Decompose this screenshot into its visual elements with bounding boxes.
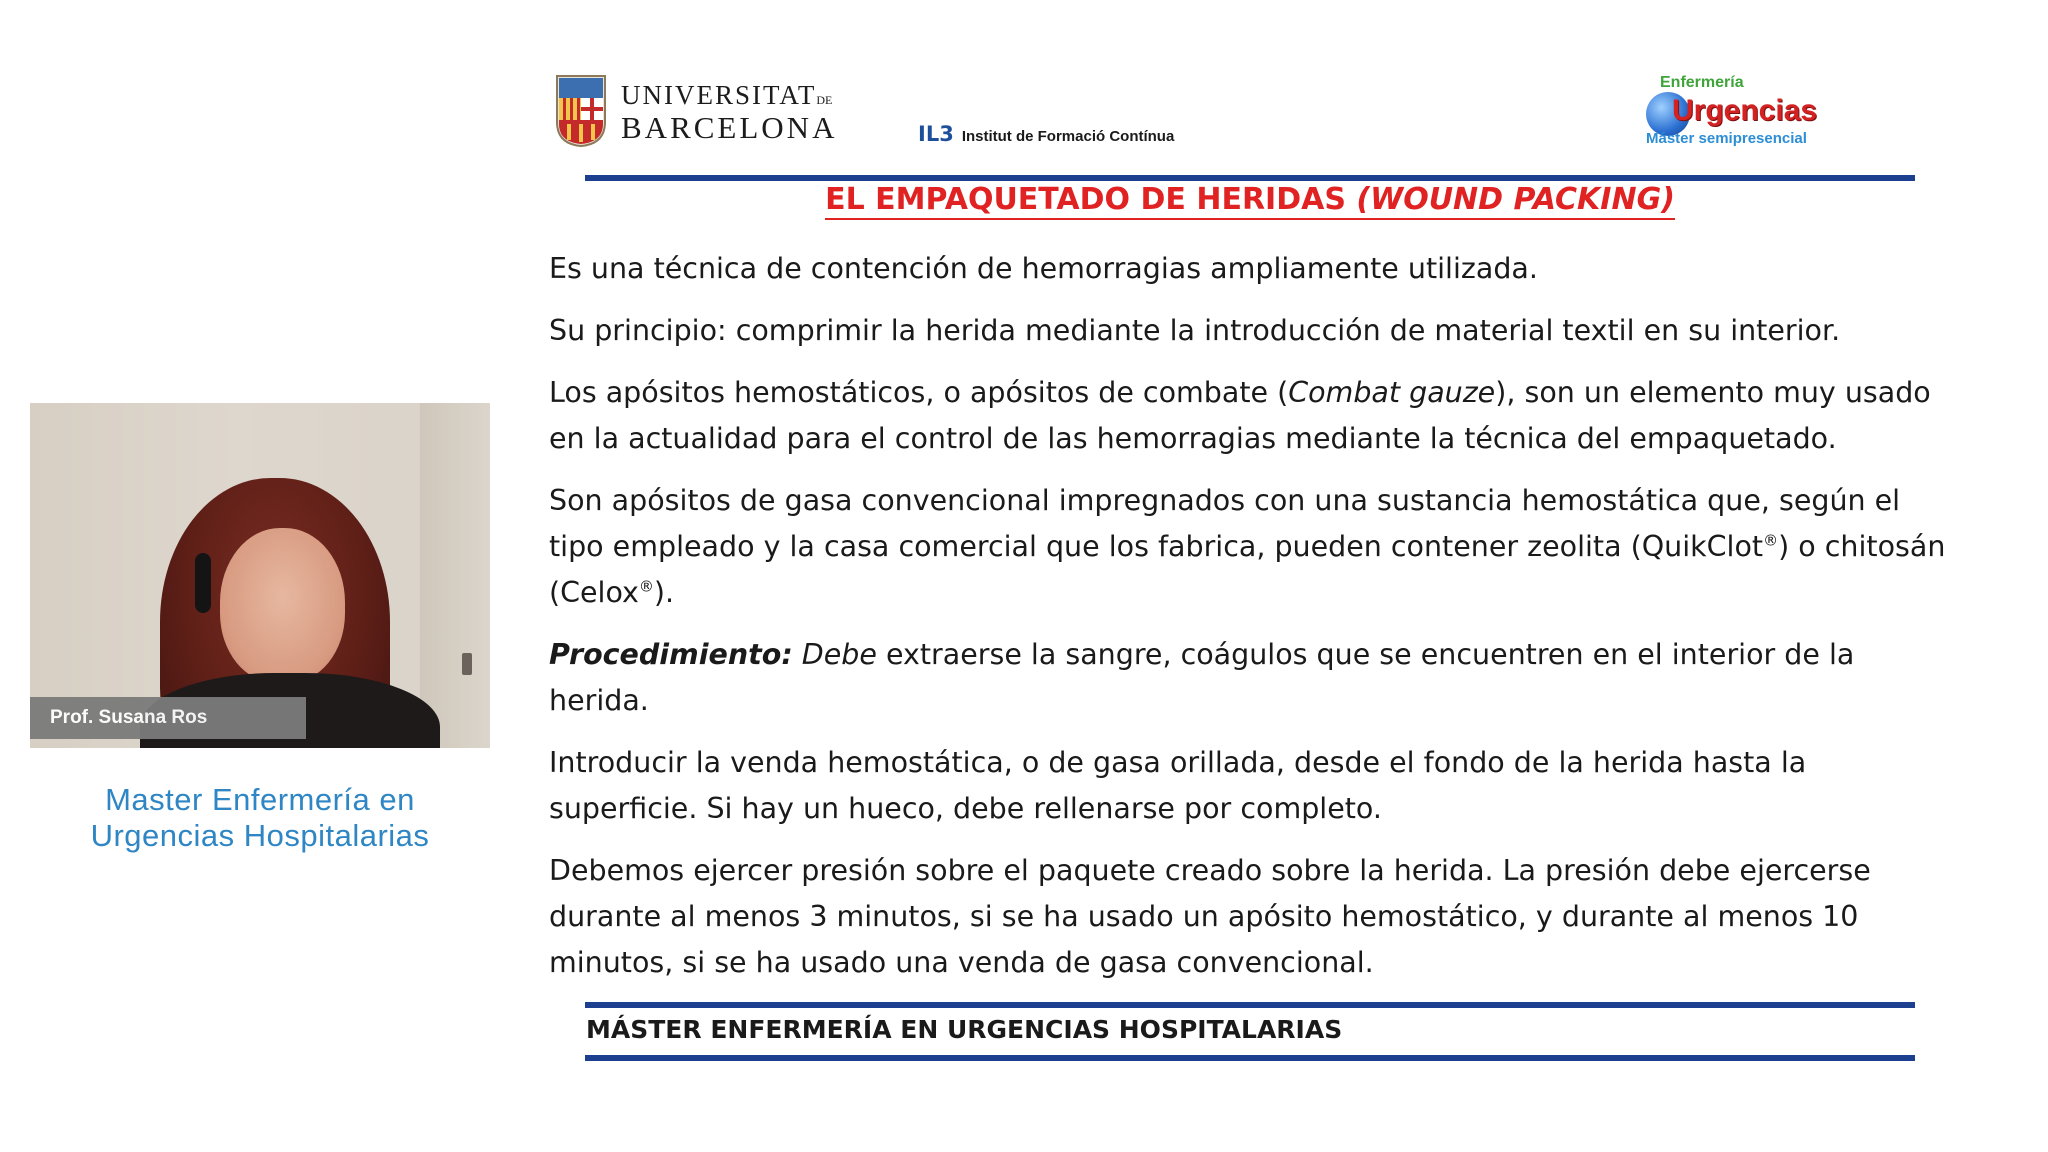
footer-divider-bottom: [585, 1055, 1915, 1061]
course-title: [30, 782, 490, 854]
presenter-face: [220, 528, 345, 683]
urgencias-logo-bottom: Máster semipresencial: [1646, 130, 1807, 147]
slide-title-main: EL EMPAQUETADO DE HERIDAS: [825, 182, 1357, 217]
presenter-name-tag: Prof. Susana Ros: [30, 697, 306, 739]
background-door: [420, 403, 490, 748]
course-title-line1: Master Enfermería en: [105, 782, 415, 817]
paragraph-1: Es una técnica de contención de hemorragias ampliamente utilizada.: [549, 252, 1538, 285]
headset-icon: [195, 553, 211, 613]
slide-title-italic: (WOUND PACKING): [1356, 182, 1675, 217]
university-name-line1: UNIVERSITATDE: [621, 80, 833, 110]
university-logo: [555, 72, 855, 152]
paragraph-7: Debemos ejercer presión sobre el paquete creado sobre la herida. La presión debe ejercerse durante al menos 3 minutos, si se ha usado un apósito hemostático, y durante al menos 10 minutos, si se ha usado una venda de gasa convencional.: [549, 854, 1871, 979]
course-title-line2: Urgencias Hospitalarias: [90, 818, 430, 853]
il3-logo: [918, 122, 1174, 146]
urgencias-logo: [1640, 74, 1840, 154]
paragraph-4: Son apósitos de gasa convencional impregnados con una sustancia hemostática que, según el tipo empleado y la casa comercial que los fabrica, pueden contener zeolita (QuikClot®) o chitosán (Celox®).: [549, 484, 1946, 609]
slide-body: [549, 246, 1949, 1002]
slide-title: [585, 182, 1915, 220]
door-handle: [462, 653, 472, 675]
slide-footer: MÁSTER ENFERMERÍA EN URGENCIAS HOSPITALARIAS: [586, 1015, 1343, 1044]
university-shield-icon: [555, 74, 607, 148]
urgencias-logo-top: Enfermería: [1660, 74, 1744, 91]
header-divider: [585, 175, 1915, 181]
il3-text: Institut de Formació Contínua: [961, 128, 1175, 145]
urgencias-logo-main: Urgencias: [1672, 94, 1818, 127]
presenter-video: [30, 403, 490, 748]
paragraph-2: Su principio: comprimir la herida mediante la introducción de material textil en su interior.: [549, 314, 1841, 347]
paragraph-3: Los apósitos hemostáticos, o apósitos de combate (Combat gauze), son un elemento muy usado en la actualidad para el control de las hemorragias mediante la técnica del empaquetado.: [549, 376, 1931, 455]
footer-divider-top: [585, 1002, 1915, 1008]
paragraph-6: Introducir la venda hemostática, o de gasa orillada, desde el fondo de la herida hasta la superficie. Si hay un hueco, debe rellenarse por completo.: [549, 746, 1807, 825]
paragraph-5: Procedimiento: Debe extraerse la sangre, coágulos que se encuentren en el interior de la herida.: [549, 638, 1855, 717]
university-name-line2: BARCELONA: [621, 110, 838, 145]
il3-mark: IL3: [918, 122, 954, 146]
